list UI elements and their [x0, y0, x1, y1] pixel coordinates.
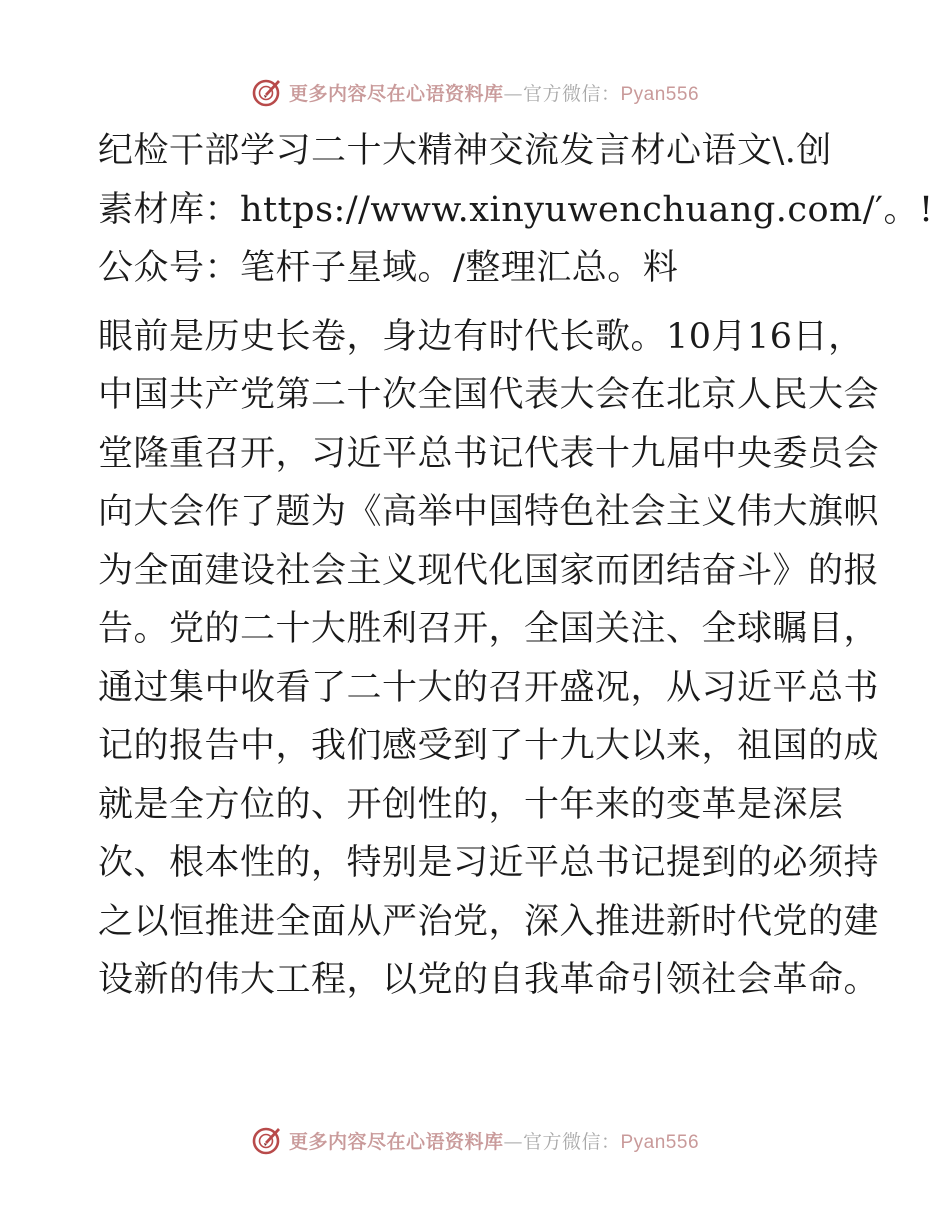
body-line: 中国共产党第二十次全国代表大会在北京人民大会 — [98, 375, 880, 415]
intro-line: 公众号：笔杆子星域。/整理汇总。料 — [98, 248, 679, 288]
body-paragraph — [98, 308, 880, 1010]
body-line: 设新的伟大工程，以党的自我革命引领社会革命。 — [98, 960, 880, 1000]
footer-watermark-banner — [0, 1120, 950, 1160]
intro-line: 纪检干部学习二十大精神交流发言材心语文\.创 — [98, 131, 832, 171]
watermark-text — [289, 1127, 699, 1154]
body-line: 告。党的二十大胜利召开，全国关注、全球瞩目， — [98, 609, 880, 649]
body-line: 向大会作了题为《高举中国特色社会主义伟大旗帜 — [98, 492, 880, 532]
watermark-wechat-label: 官方微信： — [522, 1130, 621, 1153]
watermark-separator: — — [503, 82, 523, 105]
body-line: 堂隆重召开，习近平总书记代表十九届中央委员会 — [98, 433, 880, 474]
body-line: 眼前是历史长卷，身边有时代长歌。10月16日， — [98, 316, 864, 357]
watermark-wechat-id: Pyan556 — [620, 1131, 700, 1153]
body-line: 为全面建设社会主义现代化国家而团结奋斗》的报 — [98, 550, 880, 591]
watermark-site-text: 更多内容尽在心语资料库 — [288, 1130, 504, 1153]
watermark-wechat-id: Pyan556 — [620, 83, 700, 105]
watermark-text — [289, 79, 699, 106]
brush-pen-logo-icon — [251, 1124, 283, 1156]
header-watermark-banner — [0, 72, 950, 112]
body-line: 就是全方位的、开创性的，十年来的变革是深层 — [98, 784, 844, 825]
intro-paragraph — [98, 122, 934, 298]
brush-pen-logo-icon — [251, 76, 283, 108]
document-body — [98, 122, 934, 1010]
watermark-site-text: 更多内容尽在心语资料库 — [288, 82, 504, 105]
body-line: 之以恒推进全面从严治党，深入推进新时代党的建 — [98, 901, 880, 942]
watermark-separator: — — [503, 1130, 523, 1153]
watermark-wechat-label: 官方微信： — [522, 82, 621, 105]
body-line: 通过集中收看了二十大的召开盛况，从习近平总书 — [98, 667, 880, 708]
body-line: 次、根本性的，特别是习近平总书记提到的必须持 — [98, 843, 880, 883]
body-line: 记的报告中，我们感受到了十九大以来，祖国的成 — [98, 726, 880, 766]
intro-line: 素材库：https://www.xinyuwenchuang.com/′。! — [98, 189, 934, 230]
